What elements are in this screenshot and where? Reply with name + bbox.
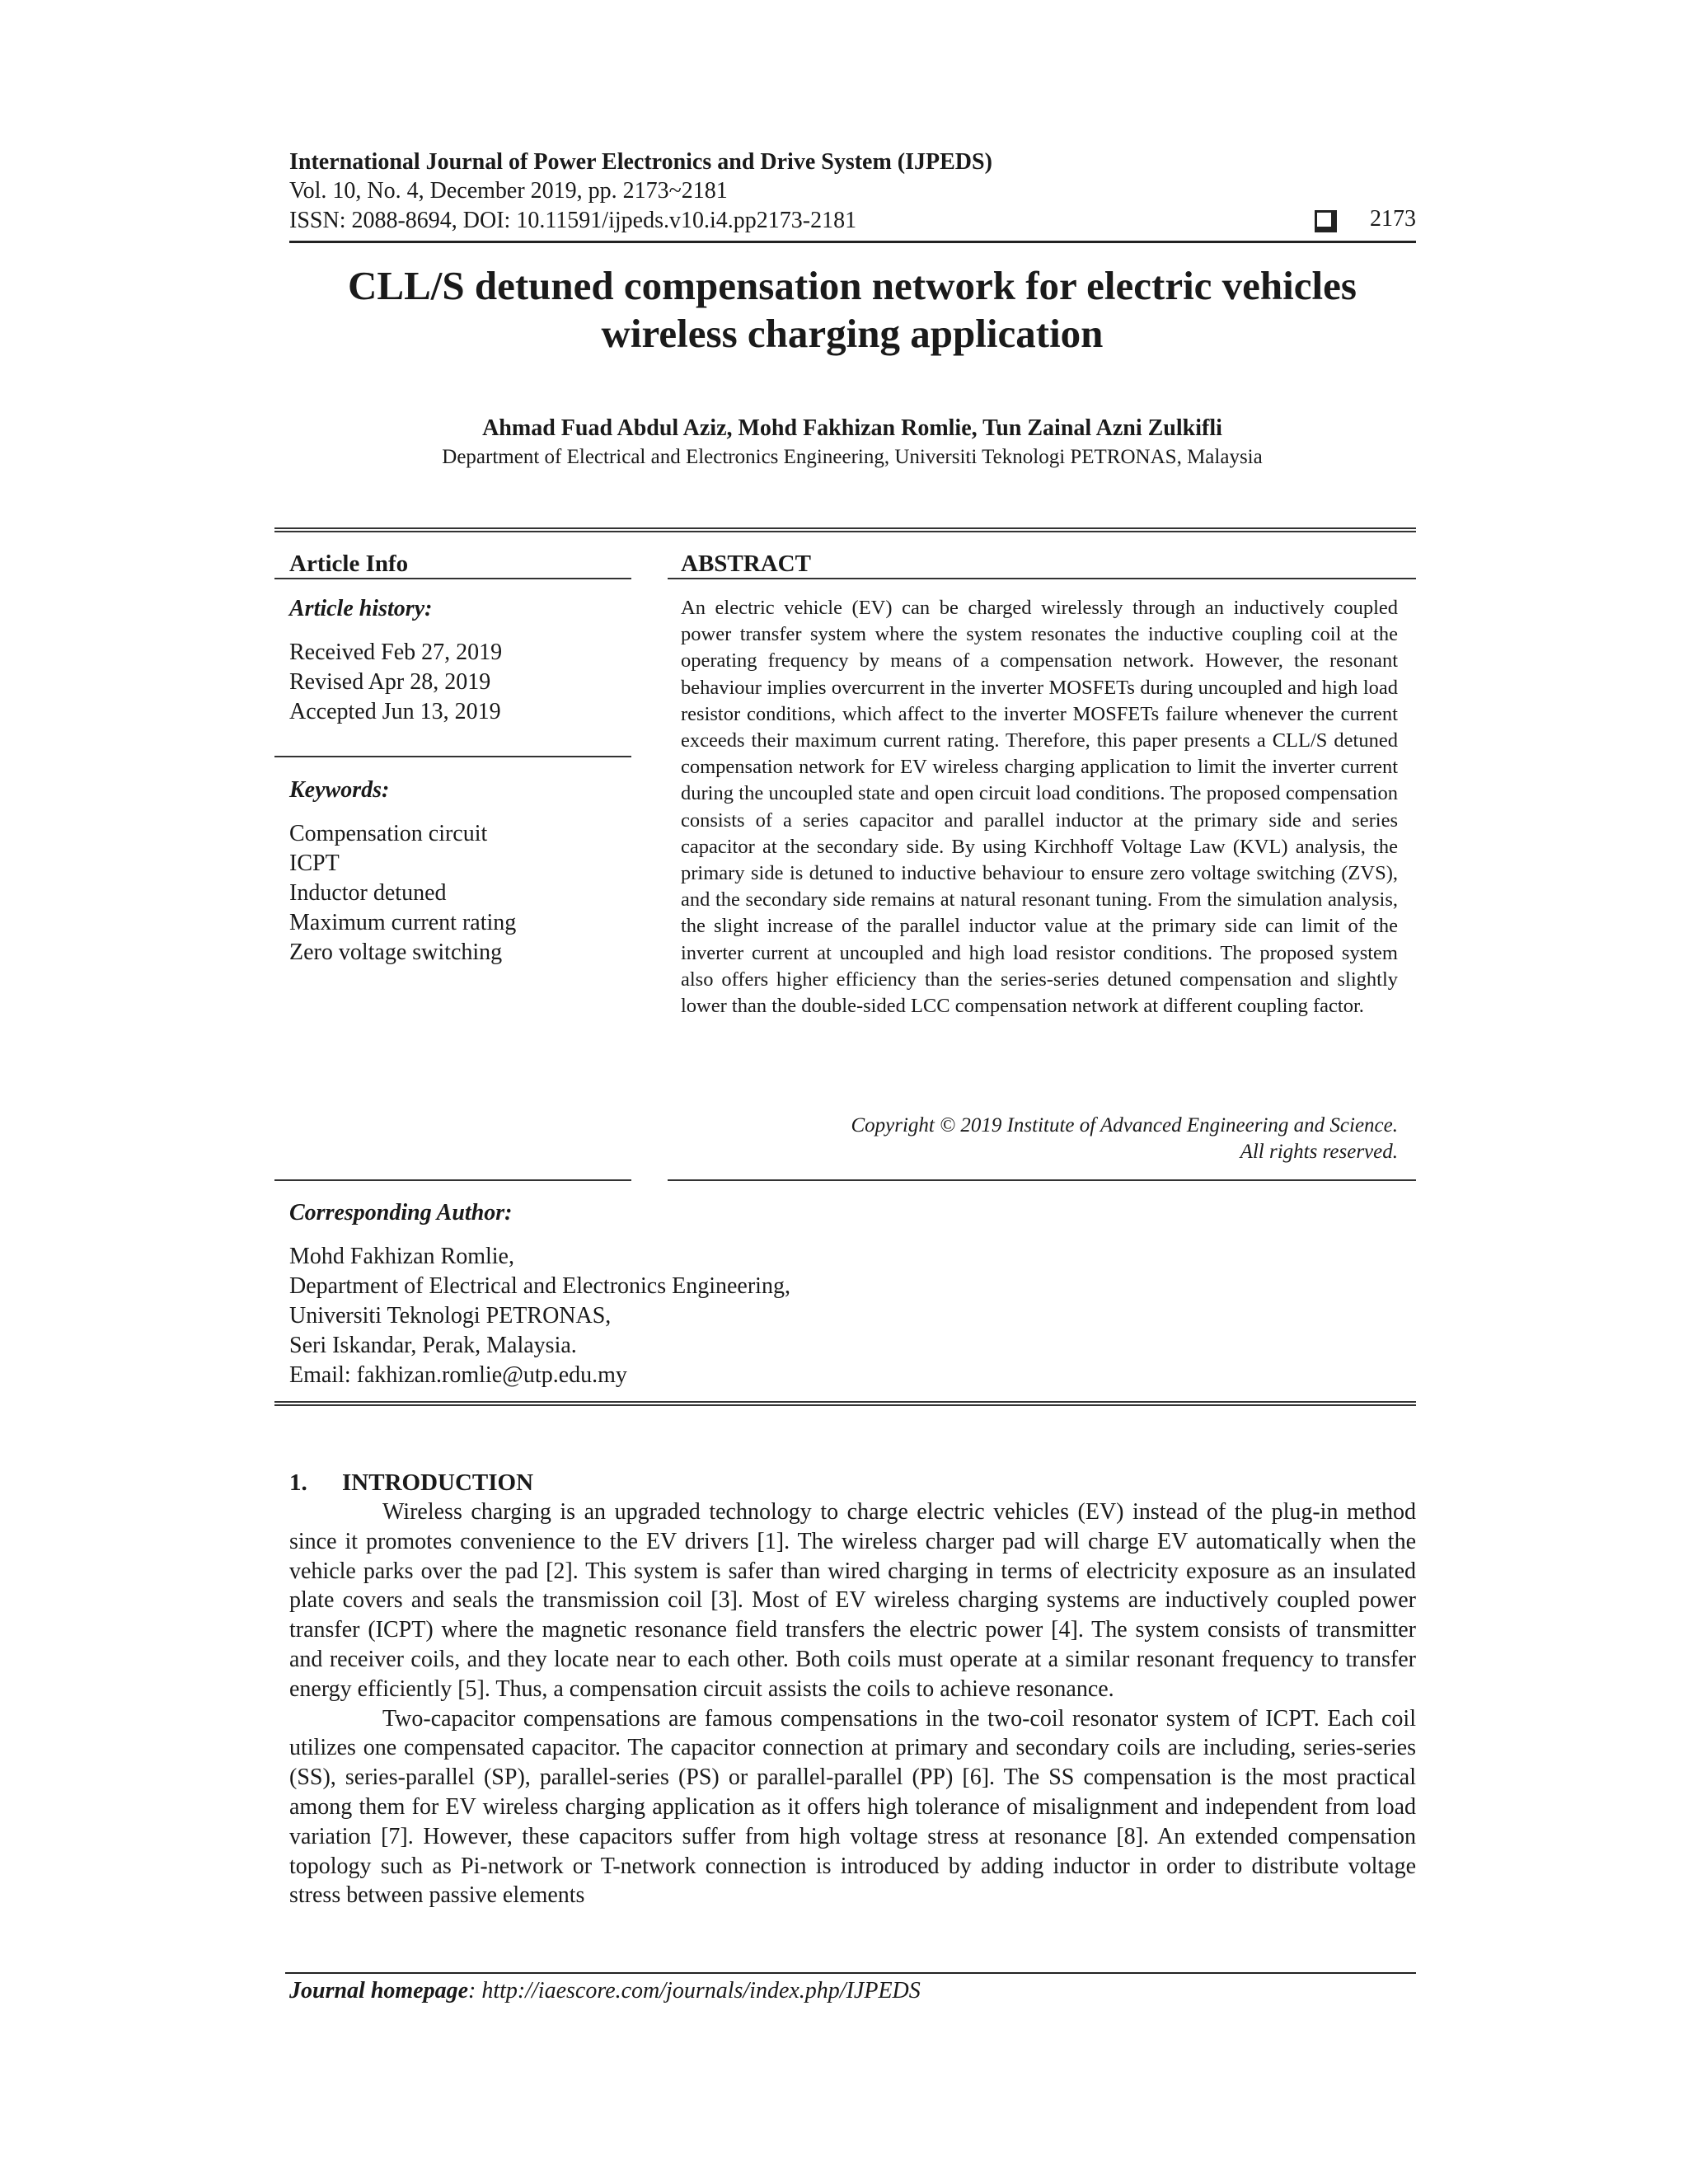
journal-header	[289, 148, 1416, 236]
page-marker	[1315, 206, 1416, 232]
corresponding-department: Department of Electrical and Electronics Engineering,	[289, 1273, 790, 1299]
corresponding-details	[289, 1242, 790, 1390]
corresponding-name: Mohd Fakhizan Romlie,	[289, 1244, 514, 1269]
history-revised: Revised Apr 28, 2019	[289, 669, 491, 695]
intro-title: INTRODUCTION	[342, 1469, 534, 1496]
article-info-bottom-rule	[274, 1179, 631, 1181]
footer: Journal homepage: http://iaescore.com/journals/index.php/IJPEDS	[289, 1978, 921, 2004]
paper-title	[247, 262, 1457, 358]
journal-title: International Journal of Power Electronics and Drive System (IJPEDS)	[289, 149, 992, 175]
history-label: Article history:	[289, 596, 433, 621]
page-number: 2173	[1370, 206, 1416, 232]
abstract-rule	[668, 578, 1416, 579]
issn-row	[289, 206, 1416, 236]
keyword-item: Maximum current rating	[289, 910, 517, 935]
intro-heading	[289, 1469, 533, 1497]
box-bullet-icon	[1315, 210, 1334, 229]
history-rule	[274, 756, 631, 757]
abstract-text: An electric vehicle (EV) can be charged wirelessly through an inductively coupled power transfer system where the system resonates the inductive coupling coil at the operating frequency by means of a compensation network. However, the resonant behaviour implies overcurrent in the inverter MOSFETs during uncoupled and high load resistor conditions, which affect to the inverter MOSFETs failure whenever the current exceeds their maximum current rating. Therefore, this paper presents a CLL/S detuned compensation network for EV wireless charging application to limit the inverter current during the uncoupled state and open circuit load conditions. The proposed compensation consists of a series capacitor and parallel inductor at the primary side and series capacitor at the secondary side. By using Kirchhoff Voltage Law (KVL) analysis, the primary side is detuned to inductive behaviour to ensure zero voltage switching (ZVS), and the secondary side remains at natural resonant tuning. From the simulation analysis, the slight increase of the parallel inductor value at the primary side can limit of the inverter current at uncoupled and high load resistor conditions. The proposed system also offers higher efficiency than the series-series detuned compensation and slightly lower than the double-sided LCC compensation network at different coupling factor.	[681, 597, 1398, 1018]
keyword-item: Inductor detuned	[289, 880, 447, 906]
journal-homepage-link[interactable]: http://iaescore.com/journals/index.php/IJPEDS	[481, 1978, 921, 2004]
copyright	[681, 1113, 1398, 1165]
history-list	[289, 638, 502, 727]
header-rule	[289, 241, 1416, 243]
keyword-item: Zero voltage switching	[289, 940, 503, 965]
intro-paragraph-1: Wireless charging is an upgraded technology to charge electric vehicles (EV) instead of the plug-in method since it promotes convenience to the EV drivers [1]. The wireless charger pad will charge EV automatically when the vehicle parks over the pad [2]. This system is safer than wired charging in terms of electricity exposure as an insulated plate covers and seals the transmission coil [3]. Most of EV wireless charging systems are inductively coupled power transfer (ICPT) where the magnetic resonance field transfers the electric power [4]. The system consists of transmitter and receiver coils, and they locate near to each other. Both coils must operate at a similar resonant frequency to transfer energy efficiently [5]. Thus, a compensation circuit assists the coils to achieve resonance.	[289, 1499, 1416, 1702]
abstract-bottom-rule	[668, 1179, 1416, 1181]
intro-number: 1.	[289, 1469, 307, 1496]
top-double-rule	[274, 527, 1416, 532]
corresponding-label: Corresponding Author:	[289, 1200, 513, 1226]
title-line-2: wireless charging application	[601, 311, 1104, 356]
intro-body	[289, 1497, 1416, 1910]
corresponding-university: Universiti Teknologi PETRONAS,	[289, 1303, 612, 1329]
article-info-rule	[274, 578, 631, 579]
bottom-double-rule	[274, 1401, 1416, 1406]
keywords-label: Keywords:	[289, 777, 390, 803]
keyword-item: ICPT	[289, 851, 340, 876]
issn-line: ISSN: 2088-8694, DOI: 10.11591/ijpeds.v10.i4.pp2173-2181	[289, 208, 857, 233]
footer-rule	[285, 1972, 1416, 1974]
copyright-line-1: Copyright © 2019 Institute of Advanced Engineering and Science.	[851, 1114, 1398, 1137]
keyword-item: Compensation circuit	[289, 821, 488, 846]
history-received: Received Feb 27, 2019	[289, 640, 503, 665]
history-accepted: Accepted Jun 13, 2019	[289, 699, 501, 724]
keywords-list	[289, 819, 516, 968]
corresponding-location: Seri Iskandar, Perak, Malaysia.	[289, 1333, 577, 1358]
volume-line: Vol. 10, No. 4, December 2019, pp. 2173~2181	[289, 178, 728, 204]
intro-paragraph-2: Two-capacitor compensations are famous compensations in the two-coil resonator system of ICPT. Each coil utilizes one compensated capacitor. The capacitor connection at primary and secondary coils are including, series-series (SS), series-parallel (SP), parallel-series (PS) or parallel-parallel (PP) [6]. The SS compensation is the most practical among them for EV wireless charging application as it offers high tolerance of misalignment and independent from load variation [7]. However, these capacitors suffer from high voltage stress at resonance [8]. An extended compensation topology such as Pi-network or T-network connection is introduced by adding inductor in order to distribute voltage stress between passive elements	[289, 1705, 1416, 1909]
copyright-line-2: All rights reserved.	[1240, 1141, 1398, 1163]
title-line-1: CLL/S detuned compensation network for electric vehicles	[348, 263, 1357, 308]
footer-label: Journal homepage	[289, 1978, 469, 2004]
authors: Ahmad Fuad Abdul Aziz, Mohd Fakhizan Romlie, Tun Zainal Azni Zulkifli	[482, 415, 1222, 441]
article-info-heading: Article Info	[289, 551, 409, 577]
affiliation: Department of Electrical and Electronics Engineering, Universiti Teknologi PETRONAS, Malaysia	[442, 446, 1263, 468]
corresponding-email: Email: fakhizan.romlie@utp.edu.my	[289, 1362, 627, 1388]
abstract-heading: ABSTRACT	[681, 551, 811, 577]
